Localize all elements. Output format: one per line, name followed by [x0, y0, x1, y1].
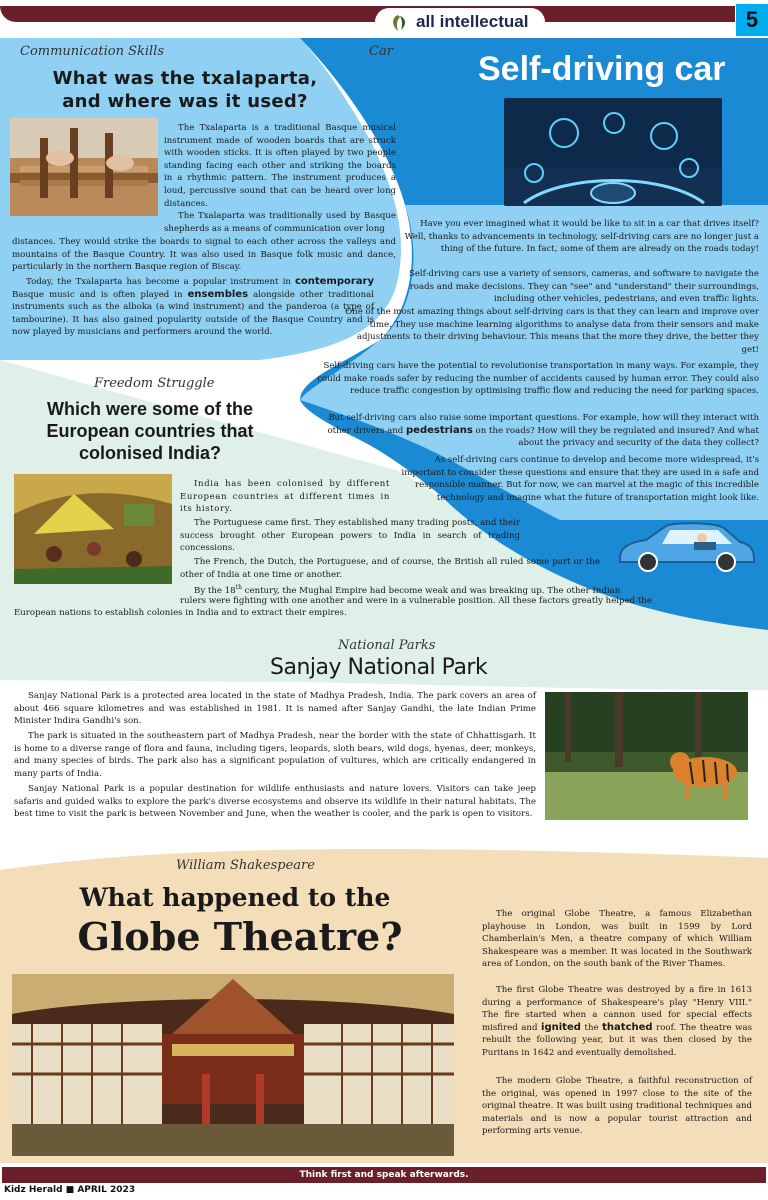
footer-tagline: Think first and speak afterwards. [2, 1167, 766, 1183]
car-kicker: Car [369, 44, 393, 59]
footer-issue: Kidz Herald ■ APRIL 2023 [4, 1185, 136, 1195]
brand-title [388, 12, 528, 33]
top-bar [0, 0, 768, 36]
car-paragraph-4: Self-driving cars have the potential to revolutionise transportation in many ways. For example, they could make roads safer by reducing the number of accidents caused by human error. They could also reduce traffic congestion by optimising traffic flow and reducing the need for parking spaces. [317, 361, 759, 397]
globe-paragraph-2: The first Globe Theatre was destroyed by a fire in 1613 during a performance of Shakespeare's play "Henry VIII." The fire started when a cannon used for special effects misfired and ignited the thatched roof. The theatre was rebuilt the following year, but it was then closed by the Puritans in 1642 and eventually demolished. [482, 985, 753, 1058]
car-paragraph-6: As self-driving cars continue to develop and become more widespread, it's important to consider these questions and ensure that they are used in a safe and responsible manner. But for now, we can marvel at the magic of this incredible technology and imagine what the future of transportation might look like. [401, 455, 759, 503]
car-paragraph-2: Self-driving cars use a variety of sensors, cameras, and software to navigate the roads and make decisions. They can "see" and "understand" their surroundings, including other vehicles, pedestrians, and even traffic lights. [408, 269, 759, 305]
car-title: Self-driving car [478, 50, 726, 88]
page-number: 5 [736, 4, 768, 36]
car-paragraph-3: One of the most amazing things about self-driving cars is that they can learn and improve over time. They use machine learning algorithms to analyse data from their sensors and make adjustments to their driving behaviour. This means that the more they drive, the better they get! [345, 307, 759, 355]
park-kicker: National Parks [338, 638, 436, 653]
communication-title-line1: What was the txalaparta, [52, 68, 318, 89]
communication-title [40, 67, 330, 113]
freedom-title-line3: colonised India? [78, 443, 221, 463]
freedom-paragraph-4c: European nations to establish colonies in India and to extract their empires. [14, 608, 347, 618]
freedom-paragraph-1: India has been colonised by different European countries at different times in its history. [180, 479, 390, 515]
park-paragraph-2: The park is situated in the southeastern part of Madhya Pradesh, near the border with the state of Chhattisgarh. It is home to a diverse range of flora and fauna, including tigers, leopards, sloth bears, wild dogs, hyenas, deer, monkeys, and many species of birds. The park also has a significant population of vultures, which are critically endangered in many parts of India. [14, 731, 536, 779]
globe-paragraph-3: The modern Globe Theatre, a faithful reconstruction of the original, was opened in 1997 close to the site of the original theatre. It was built using traditional techniques and materials and is now a popular tourist attraction and performing arts venue. [482, 1076, 752, 1137]
txalaparta-photo [10, 118, 158, 216]
communication-paragraph-1: The Txalaparta is a traditional Basque musical instrument made of wooden boards that are struck with wooden sticks. It is often played by two people standing facing each other and striking the boards in a rhythmic pattern. The instrument produces a loud, percussive sound that can be heard over long distances. [164, 123, 396, 209]
globe-theatre-photo [12, 974, 454, 1156]
globe-title-line2: Globe Theatre? [77, 914, 403, 959]
keyword-ignited: ignited [541, 1021, 581, 1033]
tiger-photo [545, 692, 748, 820]
keyword-pedestrians: pedestrians [406, 424, 473, 436]
freedom-title-line2: European countries that [46, 421, 254, 441]
brand-logo-icon [388, 13, 410, 33]
freedom-paragraph-3: The French, the Dutch, the Portuguese, and of course, the British all ruled some part or the other of India at one time or another. [180, 557, 600, 580]
communication-kicker: Communication Skills [20, 44, 165, 59]
freedom-title-line1: Which were some of the [46, 399, 254, 419]
freedom-paragraph-4b: rulers were fighting with one another and were in a vulnerable position. All these factors greatly helped the [180, 596, 652, 606]
keyword-thatched: thatched [602, 1021, 653, 1033]
park-paragraph-1: Sanjay National Park is a protected area located in the state of Madhya Pradesh, India. The park covers an area of about 466 square kilometres and was established in 1981. It is named after Sanjay Gandhi, the late Indian Prime Minister Indira Gandhi's son. [14, 691, 536, 727]
freedom-paragraph-2: The Portuguese came first. They established many trading posts, and their success brought other European powers to India in search of trading concessions. [180, 518, 520, 554]
park-title: Sanjay National Park [270, 655, 488, 680]
brand-label: all intellectual [416, 12, 529, 31]
park-paragraph-3: Sanjay National Park is a popular destination for wildlife enthusiasts and nature lovers. Visitors can take jeep safaris and guided walks to explore the park's diverse ecosystems and observe its wildlife in their natural habitats. The best time to visit the park is between November and June, when the weather is cooler, and the park is open to visitors. [14, 784, 536, 820]
communication-paragraph-2b: distances. They would strike the boards to signal to each other across the valleys and mountains of the Basque Country. It was also used in Basque folk music and dance, particularly in the northern Basque region of Biscay. [12, 237, 396, 273]
communication-paragraph-3: Today, the Txalaparta has become a popular instrument in contemporary Basque music and is often played in ensembles alongside other traditional instruments such as the alboka (a wind instrument) and the panderoa (a type of tambourine). It has also gained popularity outside of the Basque Country and is now played by musicians and performers around the world. [12, 276, 375, 338]
self-driving-car-photo [504, 98, 722, 206]
keyword-contemporary: contemporary [294, 276, 374, 287]
globe-kicker: William Shakespeare [176, 858, 315, 873]
car-paragraph-5: But self-driving cars also raise some important questions. For example, how will they interact with other drivers and pedestrians on the roads? How will they be regulated and insured? And what about the privacy and security of the data they collect? [327, 413, 759, 449]
car-paragraph-1: Have you ever imagined what it would be like to sit in a car that drives itself? Well, thanks to advancements in technology, self-driving cars are no longer just a thing of the future. In fact, some of them are already on the roads today! [404, 219, 759, 255]
freedom-paragraph-4a: By the 18th century, the Mughal Empire had become weak and was breaking up. The other Indian [194, 584, 621, 596]
globe-title-line1: What happened to the [79, 883, 391, 912]
car-illustration [614, 520, 758, 572]
keyword-ensembles: ensembles [187, 288, 249, 300]
colonial-painting [14, 474, 172, 584]
freedom-kicker: Freedom Struggle [94, 376, 215, 391]
communication-title-line2: and where was it used? [62, 91, 308, 112]
freedom-title [30, 398, 270, 464]
globe-paragraph-1: The original Globe Theatre, a famous Elizabethan playhouse in London, was built in 1599 by Lord Chamberlain's Men, a theatre company of which William Shakespeare was a member. It was located in the Southwark area of London, on the south bank of the River Thames. [482, 909, 752, 970]
communication-paragraph-2a: The Txalaparta was traditionally used by Basque shepherds as a means of communication over long [164, 211, 396, 234]
top-stripe [0, 6, 735, 22]
